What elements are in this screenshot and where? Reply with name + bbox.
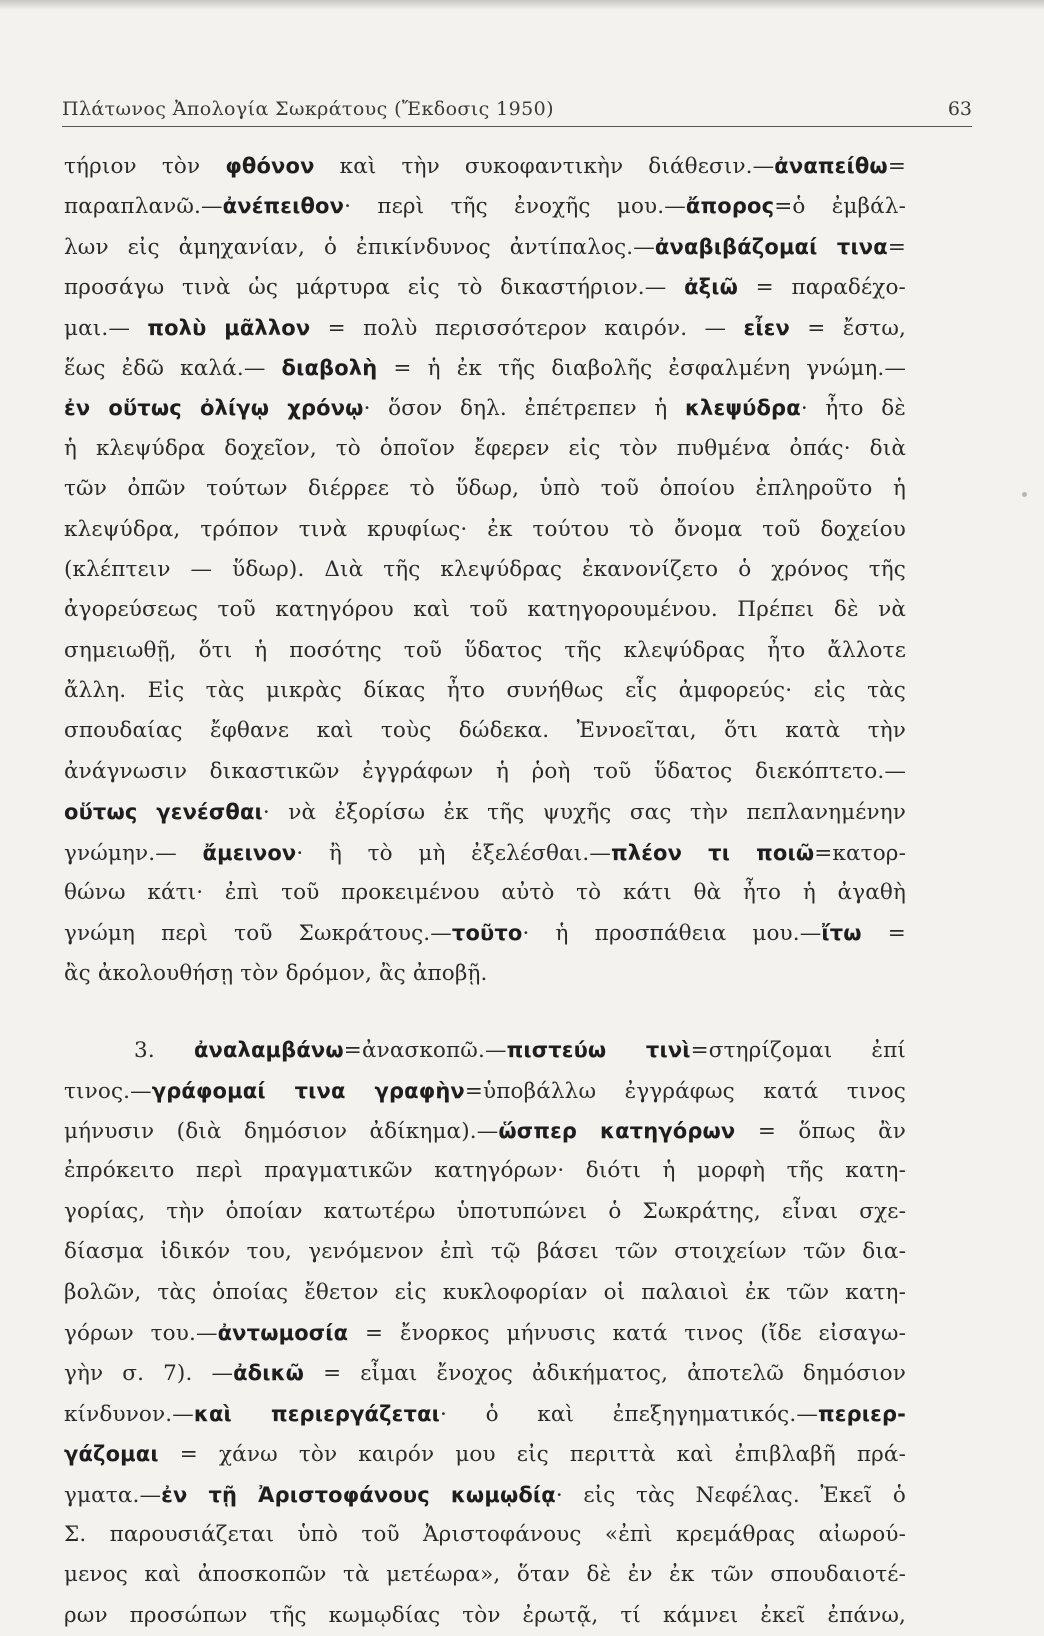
paragraph-commentary-3 bbox=[64, 1030, 906, 1636]
paragraph-gap bbox=[64, 994, 906, 1030]
page-number: 63 bbox=[947, 98, 972, 120]
text-line: κλεψύδρα, τρόπον τινὰ κρυφίως· ἐκ τούτου τὸ ὄνομα τοῦ δοχείου bbox=[64, 516, 906, 542]
text-line: ἕως ἐδῶ καλά.— διαβολὴ = ἡ ἐκ τῆς διαβολῆς ἐσφαλμένη γνώμη.— bbox=[64, 355, 906, 381]
text-line: γματα.—ἐν τῇ Ἀριστοφάνους κωμῳδίᾳ· εἰς τὰς Νεφέλας. Ἐκεῖ ὁ bbox=[64, 1482, 906, 1508]
text-line: γάζομαι = χάνω τὸν καιρόν μου εἰς περιττὰ καὶ ἐπιβλαβῆ πρά- bbox=[64, 1442, 906, 1468]
header-rule bbox=[62, 126, 972, 127]
text-line: ἐν οὕτως ὀλίγῳ χρόνῳ· ὅσον δηλ. ἐπέτρεπεν ἡ κλεψύδρα· ἦτο δὲ bbox=[64, 396, 906, 422]
running-head bbox=[62, 92, 972, 132]
text-line: θώνω κάτι· ἐπὶ τοῦ προκειμένου αὐτὸ τὸ κάτι θὰ ἦτο ἡ ἀγαθὴ bbox=[64, 880, 906, 906]
text-line: οὕτως γενέσθαι· νὰ ἐξορίσω ἐκ τῆς ψυχῆς σας τὴν πεπλανημένην bbox=[64, 800, 906, 826]
text-line: 3. ἀναλαμβάνω=ἀνασκοπῶ.—πιστεύω τινὶ=στηρίζομαι ἐπί bbox=[134, 1038, 906, 1064]
page-top-edge bbox=[0, 0, 1044, 10]
text-line: λων εἰς ἀμηχανίαν, ὁ ἐπικίνδυνος ἀντίπαλος.—ἀναβιβάζομαί τινα= bbox=[64, 234, 906, 260]
text-line: δίασμα ἰδικόν του, γενόμενον ἐπὶ τῷ βάσει τῶν στοιχείων τῶν δια- bbox=[64, 1239, 906, 1265]
text-line: κίνδυνον.—καὶ περιεργάζεται· ὁ καὶ ἐπεξηγηματικός.—περιερ- bbox=[64, 1401, 906, 1427]
text-line: ἀνάγνωσιν δικαστικῶν ἐγγράφων ἡ ῥοὴ τοῦ ὕδατος διεκόπτετο.— bbox=[64, 758, 906, 784]
text-line: ἡ κλεψύδρα δοχεῖον, τὸ ὁποῖον ἔφερεν εἰς τὸν πυθμένα ὀπάς· διὰ bbox=[64, 435, 906, 461]
text-line: γνώμη περὶ τοῦ Σωκράτους.—τοῦτο· ἡ προσπάθεια μου.—ἴτω = bbox=[64, 921, 906, 947]
text-line: Σ. παρουσιάζεται ὑπὸ τοῦ Ἀριστοφάνους «ἐπὶ κρεμάθρας αἰωρού- bbox=[64, 1521, 906, 1547]
print-speck bbox=[1022, 492, 1027, 497]
text-line: μήνυσιν (διὰ δημόσιον ἀδίκημα).—ὥσπερ κατηγόρων = ὅπως ἂν bbox=[64, 1118, 906, 1144]
text-line: βολῶν, τὰς ὁποίας ἔθετον εἰς κυκλοφορίαν οἱ παλαιοὶ ἐκ τῶν κατη- bbox=[64, 1279, 906, 1305]
text-line: γνώμην.— ἄμεινον· ἢ τὸ μὴ ἐξελέσθαι.—πλέον τι ποιῶ=κατορ- bbox=[64, 840, 906, 866]
running-title: Πλάτωνος Ἀπολογία Σωκράτους (Ἔκδοσις 1950) bbox=[62, 98, 554, 120]
body-text bbox=[64, 146, 906, 1636]
text-line: μαι.— πολὺ μᾶλλον = πολὺ περισσότερον καιρόν. — εἶεν = ἔστω, bbox=[64, 315, 906, 341]
text-line: ἂς ἀκολουθήσῃ τὸν δρόμον, ἂς ἀποβῇ. bbox=[64, 960, 488, 986]
text-line: ἄλλη. Εἰς τὰς μικρὰς δίκας ἦτο συνήθως εἷς ἀμφορεύς· εἰς τὰς bbox=[64, 678, 906, 704]
text-line: ἀγορεύσεως τοῦ κατηγόρου καὶ τοῦ κατηγορουμένου. Πρέπει δὲ νὰ bbox=[64, 597, 906, 623]
text-line: μενος καὶ ἀποσκοπῶν τὰ μετέωρα», ὅταν δὲ ἐν ἐκ τῶν σπουδαιοτέ- bbox=[64, 1562, 906, 1588]
text-line: ρων προσώπων τῆς κωμῳδίας τὸν ἐρωτᾷ, τί κάμνει ἐκεῖ ἐπάνω, bbox=[64, 1602, 906, 1628]
text-line: γόρων του.—ἀντωμοσία = ἔνορκος μήνυσις κατά τινος (ἴδε εἰσαγω- bbox=[64, 1320, 907, 1346]
text-line: παραπλανῶ.—ἀνέπειθον· περὶ τῆς ἐνοχῆς μου.—ἄπορος=ὁ ἐμβάλ- bbox=[64, 194, 906, 220]
text-line: σημειωθῇ, ὅτι ἡ ποσότης τοῦ ὕδατος τῆς κλεψύδρας ἦτο ἄλλοτε bbox=[64, 637, 906, 663]
text-line: τῶν ὀπῶν τούτων διέρρεε τὸ ὕδωρ, ὑπὸ τοῦ ὁποίου ἐπληροῦτο ἡ bbox=[64, 476, 906, 502]
text-line: (κλέπτειν — ὕδωρ). Διὰ τῆς κλεψύδρας ἐκανονίζετο ὁ χρόνος τῆς bbox=[64, 556, 906, 582]
text-line: ἐπρόκειτο περὶ πραγματικῶν κατηγόρων· διότι ἡ μορφὴ τῆς κατη- bbox=[64, 1158, 906, 1184]
text-line: γορίας, τὴν ὁποίαν κατωτέρω ὑποτυπώνει ὁ Σωκράτης, εἶναι σχε- bbox=[64, 1198, 906, 1224]
text-line: σπουδαίας ἔφθανε καὶ τοὺς δώδεκα. Ἐννοεῖται, ὅτι κατὰ τὴν bbox=[64, 718, 906, 744]
text-line: τήριον τὸν φθόνον καὶ τὴν συκοφαντικὴν διάθεσιν.—ἀναπείθω= bbox=[64, 154, 906, 179]
text-line: προσάγω τινὰ ὡς μάρτυρα εἰς τὸ δικαστήριον.— ἀξιῶ = παραδέχο- bbox=[64, 275, 906, 301]
text-line: γὴν σ. 7). —ἀδικῶ = εἶμαι ἔνοχος ἀδικήματος, ἀποτελῶ δημόσιον bbox=[64, 1361, 906, 1387]
paragraph-commentary-2 bbox=[64, 146, 906, 994]
text-line: τινος.—γράφομαί τινα γραφὴν=ὑποβάλλω ἐγγράφως κατά τινος bbox=[64, 1078, 906, 1104]
